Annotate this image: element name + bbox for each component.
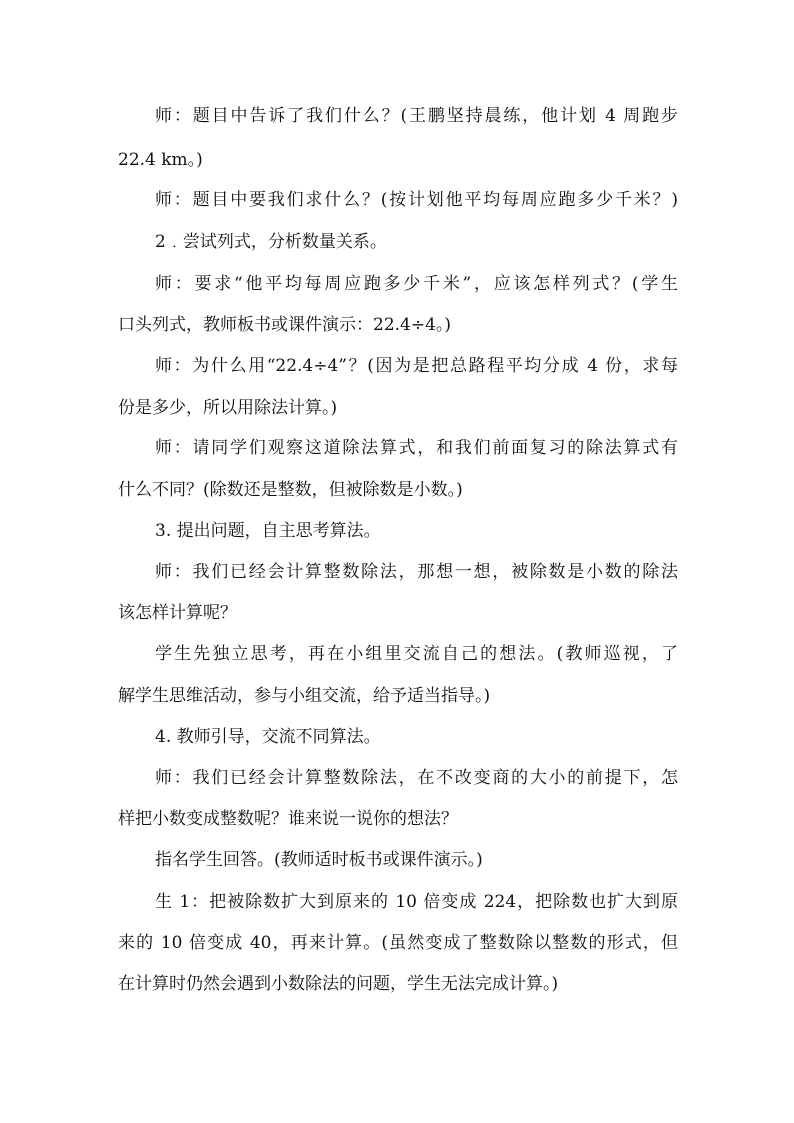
text-line-19: 指名学生回答。(教师适时板书或课件演示。): [155, 850, 483, 870]
text-line-10: 什么不同？(除数还是整数，但被除数是小数。): [118, 480, 463, 500]
text-line-13: 该怎样计算呢？: [118, 603, 237, 623]
text-line-3: 师：题目中要我们求什么？(按计划他平均每周应跑多少千米？): [155, 190, 678, 210]
text-line-20: 生 1：把被除数扩大到原来的 10 倍变成 224，把除数也扩大到原: [155, 892, 678, 912]
text-line-6: 口头列式，教师板书或课件演示：22.4÷4。): [118, 315, 452, 335]
text-line-16: 4. 教师引导，交流不同算法。: [155, 727, 381, 747]
text-line-1: 师：题目中告诉了我们什么？(王鹏坚持晨练，他计划 4 周跑步: [155, 106, 678, 126]
text-line-14: 学生先独立思考，再在小组里交流自己的想法。(教师巡视，了: [155, 644, 678, 664]
text-line-17: 师：我们已经会计算整数除法，在不改变商的大小的前提下，怎: [155, 768, 678, 788]
text-line-2: 22.4 km。): [118, 150, 203, 170]
text-line-9: 师：请同学们观察这道除法算式，和我们前面复习的除法算式有: [155, 438, 678, 458]
text-line-22: 在计算时仍然会遇到小数除法的问题，学生无法完成计算。): [118, 974, 559, 994]
text-line-11: 3. 提出问题，自主思考算法。: [155, 521, 381, 541]
text-line-5: 师：要求“他平均每周应跑多少千米”，应该怎样列式？(学生: [155, 274, 678, 294]
text-line-8: 份是多少，所以用除法计算。): [118, 398, 338, 418]
text-line-4: 2﹒尝试列式，分析数量关系。: [155, 232, 387, 252]
text-line-21: 来的 10 倍变成 40，再来计算。(虽然变成了整数除以整数的形式，但: [118, 933, 678, 953]
text-line-18: 样把小数变成整数呢？谁来说一说你的想法？: [118, 809, 458, 829]
text-line-12: 师：我们已经会计算整数除法，那想一想，被除数是小数的除法: [155, 562, 678, 582]
text-line-7: 师：为什么用“22.4÷4”？(因为是把总路程平均分成 4 份，求每: [155, 356, 678, 376]
text-line-15: 解学生思维活动，参与小组交流，给予适当指导。): [118, 686, 491, 706]
